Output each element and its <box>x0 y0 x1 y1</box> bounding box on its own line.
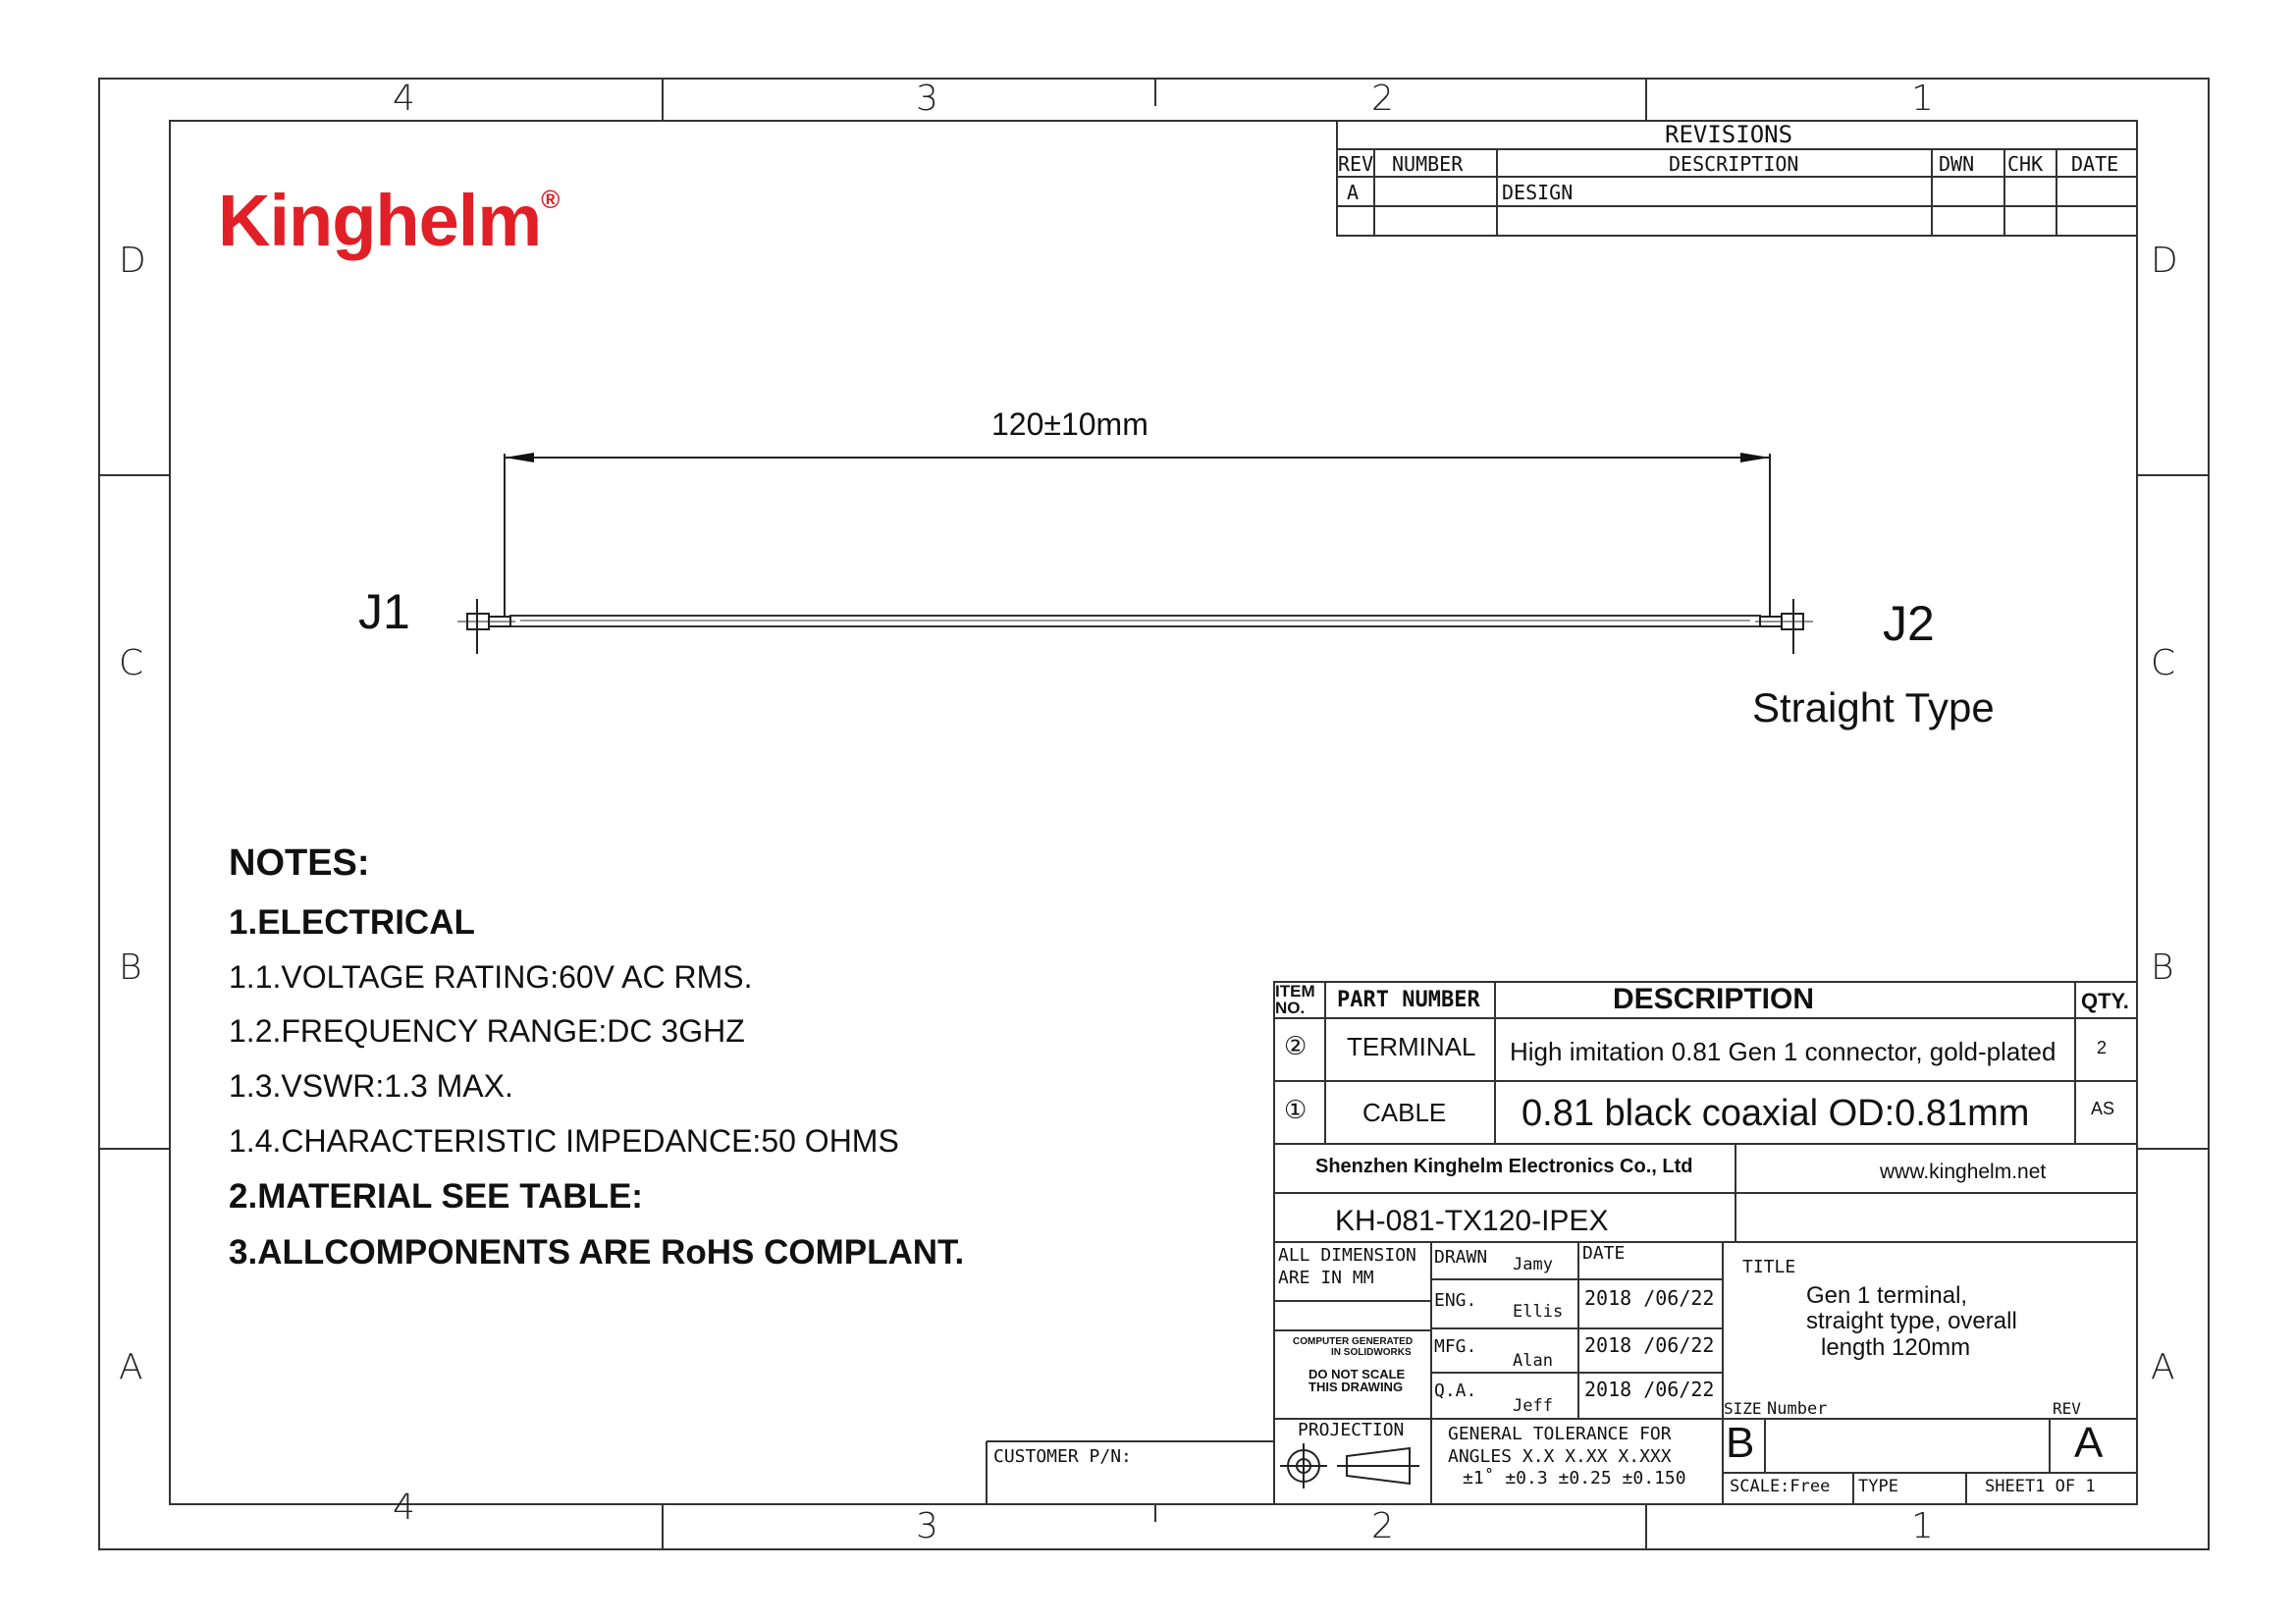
do-not-scale-note: THIS DRAWING <box>1308 1380 1404 1394</box>
zone-top-4: 4 <box>393 79 415 119</box>
connector-type: Straight Type <box>1752 684 1995 731</box>
note-item: 1.3.VSWR:1.3 MAX. <box>229 1068 513 1104</box>
tolerance-note: GENERAL TOLERANCE FOR <box>1448 1424 1672 1444</box>
customer-pn-label: CUSTOMER P/N: <box>993 1446 1132 1467</box>
revisions-title: REVISIONS <box>1665 121 1793 148</box>
note-item: 1.1.VOLTAGE RATING:60V AC RMS. <box>229 959 753 995</box>
bom-row-item: ① <box>1284 1096 1308 1125</box>
zone-top-2: 2 <box>1371 79 1394 119</box>
signoff-role: ENG. <box>1434 1290 1477 1311</box>
size-value: B <box>1726 1419 1755 1467</box>
rev-label: REV <box>2053 1399 2081 1418</box>
signoff-role: DRAWN <box>1434 1247 1488 1268</box>
bom-header-item: ITEM NO. <box>1275 982 1315 1017</box>
rev-header-number: NUMBER <box>1392 152 1464 176</box>
zone-left-d: D <box>119 241 146 281</box>
bom-row-part: TERMINAL <box>1347 1032 1476 1061</box>
rev-value: A <box>2074 1419 2104 1467</box>
signoff-role: MFG. <box>1434 1336 1477 1357</box>
scale-label: SCALE:Free <box>1730 1477 1831 1496</box>
note-item: 3.ALLCOMPONENTS ARE RoHS COMPLANT. <box>229 1233 965 1272</box>
zone-right-a: A <box>2151 1347 2175 1387</box>
zone-left-a: A <box>119 1347 143 1387</box>
type-label: TYPE <box>1858 1477 1898 1496</box>
zone-bottom-1: 1 <box>1911 1506 1934 1546</box>
rev-row-rev: A <box>1347 181 1360 204</box>
rev-header-dwn: DWN <box>1939 152 1975 176</box>
rev-row-description: DESIGN <box>1502 181 1574 204</box>
zone-bottom-2: 2 <box>1371 1506 1394 1546</box>
registered-mark: ® <box>541 185 560 214</box>
number-label: Number <box>1767 1399 1828 1419</box>
zone-top-3: 3 <box>916 79 938 119</box>
zone-right-c: C <box>2151 643 2176 683</box>
signoff-date: 2018 /06/22 <box>1584 1286 1715 1310</box>
zone-left-c: C <box>119 643 144 683</box>
company-name: Shenzhen Kinghelm Electronics Co., Ltd <box>1315 1156 1693 1177</box>
note-item: 1.2.FREQUENCY RANGE:DC 3GHZ <box>229 1013 745 1049</box>
rev-header-description: DESCRIPTION <box>1669 152 1799 176</box>
signoff-name: Alan <box>1513 1351 1553 1371</box>
drawing-title-line: straight type, overall <box>1806 1308 2017 1334</box>
logo-text: Kinghelm <box>218 180 542 261</box>
drawing-title-line: length 120mm <box>1821 1334 1971 1361</box>
title-label: TITLE <box>1742 1257 1796 1277</box>
tolerance-note: ANGLES X.X X.XX X.XXX <box>1448 1446 1672 1467</box>
computer-generated-note: IN SOLIDWORKS <box>1331 1347 1412 1358</box>
tolerance-note: ±1˚ ±0.3 ±0.25 ±0.150 <box>1463 1468 1686 1489</box>
projection-label: PROJECTION <box>1298 1420 1405 1440</box>
kinghelm-logo <box>218 180 560 261</box>
bom-header-description: DESCRIPTION <box>1613 983 1815 1015</box>
bom-row-description: High imitation 0.81 Gen 1 connector, gold-plated <box>1510 1037 2056 1066</box>
signoff-name: Ellis <box>1513 1302 1564 1322</box>
units-note: ALL DIMENSION <box>1278 1245 1416 1266</box>
note-item: 1.4.CHARACTERISTIC IMPEDANCE:50 OHMS <box>229 1123 899 1159</box>
bom-header-part: PART NUMBER <box>1337 988 1480 1012</box>
bom-row-description: 0.81 black coaxial OD:0.81mm <box>1522 1093 2030 1134</box>
drawing-title-line: Gen 1 terminal, <box>1806 1282 1968 1309</box>
rev-header-date: DATE <box>2071 152 2119 176</box>
rev-header-rev: REV <box>1338 152 1374 176</box>
j2-label: J2 <box>1883 596 1935 651</box>
bom-row-qty: AS <box>2091 1099 2115 1118</box>
zone-bottom-3: 3 <box>916 1506 938 1546</box>
signoff-name: Jamy <box>1513 1255 1553 1274</box>
signoff-name: Jeff <box>1513 1396 1553 1416</box>
bom-header-qty: QTY. <box>2081 989 2129 1013</box>
j1-label: J1 <box>358 584 410 639</box>
part-number: KH-081-TX120-IPEX <box>1335 1205 1609 1237</box>
note-item: 1.ELECTRICAL <box>229 903 475 942</box>
company-website: www.kinghelm.net <box>1880 1161 2047 1183</box>
length-dimension: 120±10mm <box>991 406 1148 442</box>
zone-left-b: B <box>119 947 142 988</box>
bom-row-part: CABLE <box>1362 1098 1447 1127</box>
sheet-label: SHEET1 OF 1 <box>1985 1477 2096 1496</box>
rev-header-chk: CHK <box>2007 152 2044 176</box>
computer-generated-note: COMPUTER GENERATED <box>1293 1336 1414 1347</box>
bom-row-item: ② <box>1284 1032 1308 1061</box>
signoff-date: DATE <box>1582 1243 1626 1264</box>
note-item: 2.MATERIAL SEE TABLE: <box>229 1177 643 1216</box>
signoff-date: 2018 /06/22 <box>1584 1333 1715 1357</box>
zone-bottom-4: 4 <box>393 1488 415 1528</box>
do-not-scale-note: DO NOT SCALE <box>1308 1367 1406 1381</box>
signoff-role: Q.A. <box>1434 1380 1477 1401</box>
size-label: SIZE <box>1724 1399 1762 1418</box>
zone-top-1: 1 <box>1911 79 1934 119</box>
signoff-date: 2018 /06/22 <box>1584 1378 1715 1401</box>
zone-right-d: D <box>2151 241 2178 281</box>
notes-title: NOTES: <box>229 842 370 884</box>
bom-row-qty: 2 <box>2097 1038 2108 1057</box>
units-note: ARE IN MM <box>1278 1268 1374 1288</box>
zone-right-b: B <box>2151 947 2174 988</box>
